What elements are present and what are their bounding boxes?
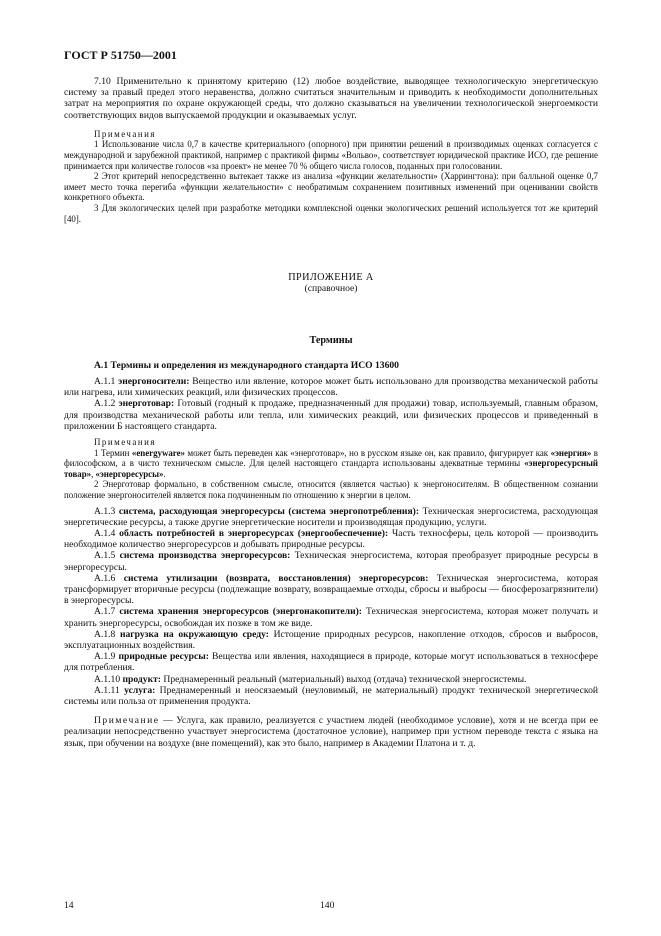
term-definition: Техническая энергосистема, которая трансформирует вторичные ресурсы (подлежащие возврату, возвращаемые отходы, сбросы и выбросы — биосферозагрязнители) в энергоресурсы.: [64, 572, 599, 607]
note-3: 3 Для экологических целей при разработке методики комплексной оценки экологических решений используется тот же критерий [40].: [64, 202, 598, 224]
term-definition: Часть техносферы, цель которой — производить необходимое количество энергоресурсов и добывать природные ресурсы.: [64, 527, 599, 551]
term-note-2: 2 Энерготовар формально, в собственном смысле, относится (является частью) к энергоносителям. В общественном сознании положение энергоносителей является пока подчиненным по отношению к энергии в целом.: [64, 479, 598, 500]
term-number: А.1.11: [94, 684, 120, 696]
term-a-1-8: [64, 629, 598, 651]
note-term: «energyware»: [131, 447, 185, 458]
term-a-1-5: [64, 550, 598, 572]
term-definition: Вещество или явление, которое может быть использовано для производства механической работы или нагрева, или химических реакций, или физических процессов.: [64, 375, 598, 399]
note-2: 2 Этот критерий непосредственно вытекает также из анализа «функции желательности» (Харрингтона): при балльной оценке 0,7 имеет место точка перегиба «функции желательности» с необратимым сохранением позитивных изменений при оценивании свойств конкретного объекта.: [64, 171, 598, 203]
term-definition: Преднамеренный и неосязаемый (неуловимый, не материальный) продукт технической энергетической системы или польза от применения продукта.: [64, 684, 599, 707]
note-text: в философском, а в чисто техническом смысле. Для целей настоящего стандарта использованы адекватные термины: [64, 447, 598, 469]
term-definition: Техническая энергосистема, расходующая энергетические ресурсы, а также другие энергетические носители и производящая продукцию, услуги.: [64, 505, 598, 528]
note-1: 1 Использование числа 0,7 в качестве критериального (опорного) при принятии решений в производимых оценках согласуется с международной и зарубежной практикой, например с практикой фирмы «Вольво», соответствует юридической практике ИСО, где решение принимается при количестве голосов «за проект» не менее 70 % общего числа голосов, поданных при голосовании.: [64, 139, 598, 171]
term-name: энерготовар:: [118, 398, 175, 410]
term-name: энергоносители:: [118, 375, 190, 387]
note-text: может быть переведен как «энерготовар», но в русском языке он, как правило, фигурирует как: [184, 447, 551, 458]
term-number: А.1.4: [94, 527, 116, 539]
term-definition: Истощение природных ресурсов, накопление отходов, сбросов и выбросов, эксплуатационных воздействия.: [64, 628, 599, 651]
term-number: А.1.7: [94, 606, 116, 618]
page-number-left: 14: [64, 900, 74, 911]
notes-label: Примечания: [94, 128, 156, 139]
term-definition: Готовый (годный к продаже, предназначенный для продажи) товар, используемый, главным образом, для производства механической работы или тепла, или химических реакций, или физических процессов и приведенный в приложении Б настоящего стандарта.: [64, 398, 598, 432]
term-a-1-10: [64, 674, 598, 685]
term-definition: Техническая энергосистема, которая может получать и хранить энергоресурсы, освобождая их позже в том же виде.: [64, 606, 598, 629]
term-name: нагрузка на окружающую среду:: [119, 628, 269, 640]
term-number: А.1.5: [94, 550, 116, 562]
term-a-1-1: [64, 376, 598, 398]
term-name: система производства энергоресурсов:: [119, 550, 291, 562]
term-number: А.1.3: [94, 505, 116, 517]
term-name: услуга:: [124, 684, 156, 696]
document-header: ГОСТ Р 51750—2001: [64, 48, 177, 62]
term-a-1-9: [64, 651, 598, 673]
appendix-subtitle: (справочное): [304, 283, 358, 295]
term-name: система хранения энергоресурсов (энергонакопители):: [119, 606, 362, 618]
term-a-1-7: [64, 606, 598, 628]
note-text: .: [163, 468, 166, 479]
term-number: А.1.9: [94, 651, 116, 663]
term-definition: Вещества или явления, находящиеся в природе, которые могут использоваться в техносфере для потребления.: [64, 651, 598, 674]
note-text: 1 Термин: [94, 447, 132, 458]
term-a-1-3: [64, 506, 598, 528]
appendix-title: ПРИЛОЖЕНИЕ А: [288, 272, 374, 284]
term-note-1: [64, 448, 598, 480]
term-a-1-2: [64, 398, 598, 432]
term-number: А.1.2: [94, 398, 116, 410]
term-definition: Преднамеренный реальный (материальный) выход (отдача) технической энергосистемы.: [163, 673, 527, 685]
term-a-1-11: [64, 685, 598, 707]
term-number: А.1.6: [94, 572, 116, 584]
term-number: А.1.10: [94, 673, 121, 685]
term-name: природные ресурсы:: [118, 651, 209, 663]
term-definition: Техническая энергосистема, которая преобразует природные ресурсы в энергоресурсы.: [64, 550, 598, 573]
terms-title: Термины: [309, 334, 353, 346]
note-text: ,: [91, 468, 96, 479]
term-name: продукт:: [122, 673, 161, 685]
final-note-text: — Услуга, как правило, реализуется с участием людей (необходимое условие), хотя и не всегда при ее реализации непосредственно участвует энергосистема (достаточное условие), например при устном переводе текста с языка на язык, при обучении на воздухе (вне помещений), как это было, например в Академии Платона и т. д.: [64, 715, 598, 749]
document-body: [64, 76, 598, 749]
note-term: «энергоресурсный товар»: [64, 458, 598, 479]
note-term: «энергоресурсы»: [95, 468, 164, 479]
section-title: А.1 Термины и определения из международного стандарта ИСО 13600: [94, 359, 399, 371]
final-note-label: Примечание: [94, 715, 160, 727]
term-name: система, расходующая энергоресурсы (система энергопотребления):: [118, 505, 420, 517]
term-name: область потребностей в энергоресурсах (энергообеспечение):: [119, 527, 389, 539]
term-a-1-4: [64, 528, 598, 550]
term-number: А.1.1: [94, 375, 116, 387]
term-number: А.1.8: [94, 628, 116, 640]
term-name: система утилизации (возврата, восстановления) энергоресурсов:: [123, 572, 429, 584]
final-note: [64, 715, 598, 749]
notes-label-2: Примечания: [94, 436, 156, 447]
note-term: «энергия»: [550, 447, 592, 458]
term-a-1-6: [64, 573, 598, 607]
page-number-center: 140: [320, 900, 335, 911]
paragraph-7-10: 7.10 Применительно к принятому критерию (12) любое воздействие, выводящее технологическую энергетическую систему за правый предел этого неравенства, должно считаться значительным и приводить к необходимости дополнительных затрат на мероприятия по охране окружающей среды, что должно сказываться на увеличении технологической энергоемкости соответствующих видов выпускаемой продукции и оказываемых услуг.: [64, 76, 598, 121]
